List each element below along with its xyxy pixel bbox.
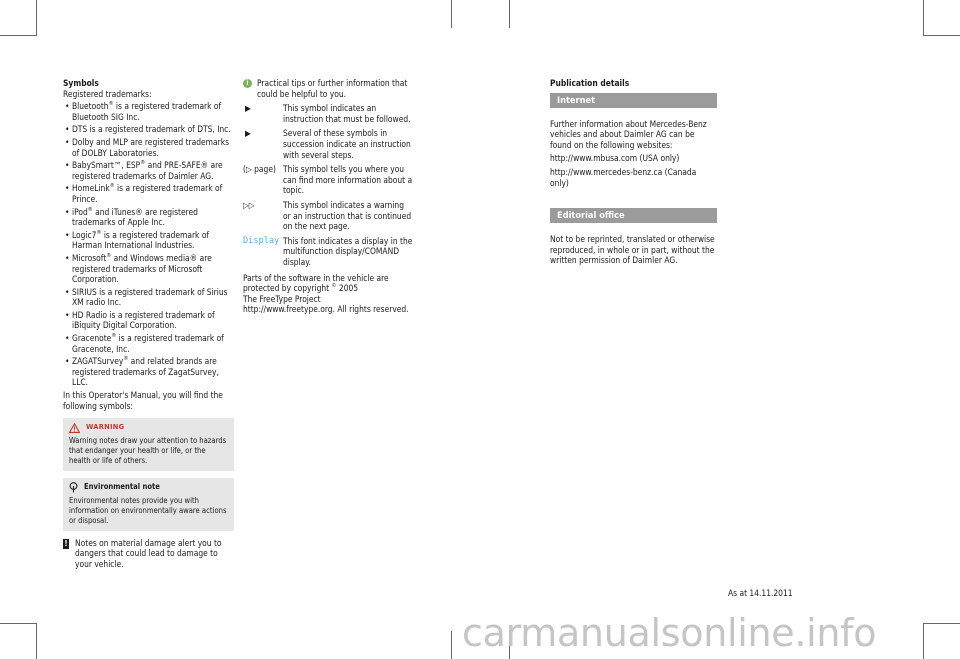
trademark-list bbox=[63, 101, 234, 388]
symbol-row bbox=[243, 236, 413, 268]
leaf-icon bbox=[69, 482, 78, 493]
software-line-3: The FreeType Project bbox=[243, 293, 321, 304]
url-canada: http://www.mercedes-benz.ca (Canada only) bbox=[550, 166, 697, 188]
symbol-row bbox=[243, 164, 413, 196]
software-line-4: http://www.freetype.org. All rights reserved. bbox=[243, 304, 409, 315]
symbol-key: ▶ bbox=[245, 103, 251, 114]
software-line-1: Parts of the software in the vehicle are bbox=[243, 272, 389, 283]
symbol-list bbox=[243, 103, 413, 267]
internet-header: Internet bbox=[550, 93, 717, 108]
exclamation-icon: ! bbox=[64, 538, 68, 548]
trademark-item: • Microsoft® and Windows media® are registered trademarks of Microsoft Corporation. bbox=[63, 253, 234, 285]
right-column bbox=[550, 78, 717, 266]
environment-text: Environmental notes provide you with information on environmentally aware actions or disposal. bbox=[69, 495, 227, 525]
crop-mark bbox=[509, 0, 510, 28]
damage-text: Notes on material damage alert you to dangers that could lead to damage to your vehicle. bbox=[75, 537, 222, 569]
crop-mark bbox=[923, 0, 924, 36]
damage-note bbox=[63, 538, 234, 570]
trademark-item: • DTS is a registered trademark of DTS, Inc. bbox=[63, 124, 234, 135]
environment-box bbox=[63, 478, 234, 531]
symbol-row bbox=[243, 200, 413, 232]
warning-triangle-icon bbox=[69, 423, 80, 433]
trademark-item: • SIRIUS is a registered trademark of Sirius XM radio Inc. bbox=[63, 287, 234, 308]
internet-text: Further information about Mercedes-Benz vehicles and about Daimler AG can be found on the following websites: bbox=[550, 118, 707, 150]
trademark-item: • Logic7® is a registered trademark of Harman International Industries. bbox=[63, 230, 234, 251]
trademark-item: • HD Radio is a registered trademark of iBiquity Digital Corporation. bbox=[63, 310, 234, 331]
trademark-item: • HomeLink® is a registered trademark of Prince. bbox=[63, 183, 234, 204]
crop-mark bbox=[924, 35, 960, 36]
editorial-text: Not to be reprinted, translated or otherwise reproduced, in whole or in part, without the written permission of Daimler AG. bbox=[550, 234, 715, 266]
crop-mark bbox=[923, 623, 924, 659]
footer-date: As at 14.11.2011 bbox=[728, 588, 793, 598]
tips-text: Practical tips or further information that could be helpful to you. bbox=[257, 78, 408, 99]
symbol-key: Display bbox=[243, 235, 280, 246]
trademark-item: • BabySmart™, ESP® and PRE-SAFE® are registered trademarks of Daimler AG. bbox=[63, 160, 234, 181]
warning-box bbox=[63, 418, 234, 471]
symbol-row bbox=[243, 128, 413, 160]
tips-note bbox=[243, 78, 413, 99]
copyright-mark: © bbox=[331, 283, 337, 290]
intro-text: Registered trademarks: bbox=[63, 88, 152, 99]
symbol-description: This symbol indicates an instruction that must be followed. bbox=[283, 103, 411, 124]
watermark-text: carmanualsonline.info bbox=[462, 611, 877, 655]
warning-text: Warning notes draw your attention to hazards that endanger your health or life, or the health or life of others. bbox=[69, 435, 227, 465]
left-column bbox=[63, 78, 234, 570]
symbol-description: This symbol tells you where you can find more information about a topic. bbox=[283, 164, 413, 196]
trademark-item: • iPod® and iTunes® are registered trademarks of Apple Inc. bbox=[63, 207, 234, 228]
symbol-key: ▶ bbox=[245, 128, 251, 139]
trademark-item: • Dolby and MLP are registered trademarks of DOLBY Laboratories. bbox=[63, 137, 234, 158]
middle-column bbox=[243, 78, 413, 315]
software-line-2: protected by copyright © 2005 bbox=[243, 283, 359, 294]
editorial-header: Editorial office bbox=[550, 208, 717, 223]
url-usa: http://www.mbusa.com (USA only) bbox=[550, 153, 680, 164]
symbols-intro: In this Operator's Manual, you will find the following symbols: bbox=[63, 390, 223, 411]
symbol-description: Several of these symbols in succession indicate an instruction with several steps. bbox=[283, 128, 411, 160]
trademark-item: • Bluetooth® is a registered trademark of Bluetooth SIG Inc. bbox=[63, 101, 234, 122]
symbol-description: This symbol indicates a warning or an instruction that is continued on the next page. bbox=[283, 199, 412, 232]
crop-mark bbox=[451, 0, 452, 28]
crop-mark bbox=[36, 623, 37, 659]
symbol-description: This font indicates a display in the multifunction display/COMAND display. bbox=[283, 235, 413, 267]
crop-mark bbox=[36, 0, 37, 36]
crop-mark bbox=[924, 623, 960, 624]
symbol-key: ▷▷ bbox=[243, 199, 255, 210]
trademark-item: • ZAGATSurvey® and related brands are registered trademarks of ZagatSurvey, LLC. bbox=[63, 356, 234, 388]
symbol-key: (▷ page) bbox=[243, 164, 276, 175]
symbol-row bbox=[243, 103, 413, 124]
warning-title: WARNING bbox=[86, 422, 125, 432]
info-icon: i bbox=[243, 79, 252, 88]
crop-mark bbox=[451, 631, 452, 659]
environment-title: Environmental note bbox=[84, 482, 160, 492]
publication-title: Publication details bbox=[550, 78, 630, 88]
crop-mark bbox=[0, 35, 36, 36]
crop-mark bbox=[0, 623, 36, 624]
trademark-item: • Gracenote® is a registered trademark of Gracenote, Inc. bbox=[63, 333, 234, 354]
section-title: Symbols bbox=[63, 78, 99, 88]
